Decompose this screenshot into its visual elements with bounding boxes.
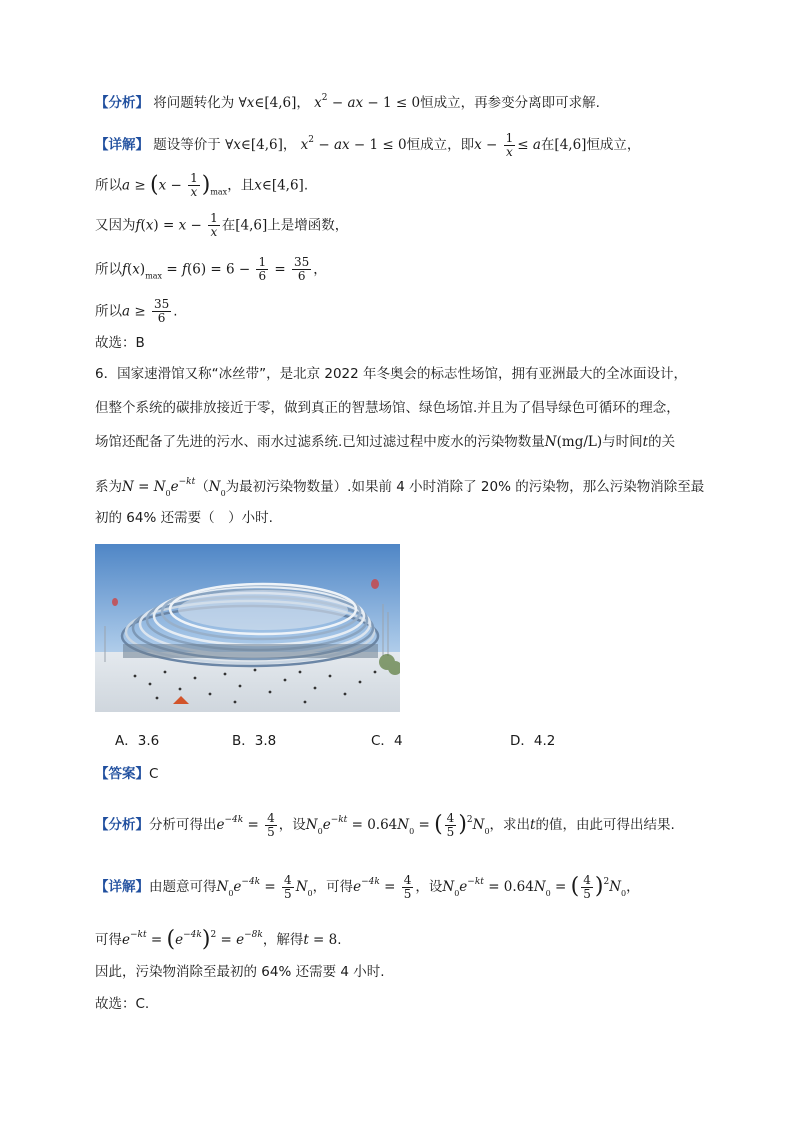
text: ，求出: [489, 817, 531, 833]
option-value: 3.8: [254, 733, 277, 749]
text: 所以: [95, 177, 122, 194]
q5-detail-line-2: 所以a ≥ (x − $\frac{1}{x}$ )$_{max}$，且x∈[4,6].: [95, 171, 309, 199]
text: ，可得: [312, 879, 354, 895]
text: （: [195, 479, 209, 495]
q6-stem-line-5: 初的 64% 还需要（ ）小时.: [95, 510, 273, 526]
text: 将问题转化为: [153, 95, 235, 111]
q5-answer: 故选：B: [95, 335, 145, 351]
q6-stem-line-1: 6．国家速滑馆又称“冰丝带”，是北京 2022 年冬奥会的标志性场馆，拥有亚洲最大的全冰面设计，: [95, 366, 688, 382]
q6-detail-conclusion: 因此，污染物消除至最初的 64% 还需要 4 小时.: [95, 964, 385, 980]
option-value: 4: [393, 733, 403, 749]
text: 上是增函数，: [267, 217, 349, 234]
text: ，设: [415, 879, 443, 895]
text: 题设等价于: [153, 137, 221, 153]
text: 系为: [95, 479, 122, 495]
q6-answer-line: [95, 764, 158, 784]
text: 恒成立，即: [406, 137, 475, 153]
text: 与时间: [602, 434, 643, 450]
answer-tag: 【答案】: [95, 766, 149, 782]
option-c[interactable]: [371, 731, 403, 751]
answer-value: C: [149, 766, 159, 782]
option-b[interactable]: [232, 731, 276, 751]
text: 可得: [95, 932, 122, 948]
option-d[interactable]: [510, 731, 555, 751]
q6-detail-line: 【详解】由题意可得$N_0e^{-4k}$ = $\frac{4}{5}$ $N_0$，可得$e^{-4k}$ = $\frac{4}{5}$ ，设$N_0e^{-kt} = 0.64N_0$ = ( $\frac{4}{5}$ )$^2N_0$，: [95, 872, 640, 901]
speed-skating-oval-photo: [95, 544, 400, 712]
q5-analysis-line: 【分析】 将问题转化为 ∀x∈[4,6]， $x^2$ − ax − 1 ≤ 0恒成立，再参变分离即可求解.: [95, 93, 600, 111]
text: 分析可得出: [149, 817, 217, 833]
text: 的关: [648, 434, 676, 450]
text: 恒成立，: [586, 137, 641, 153]
q5-detail-line-3: 又因为f(x) = x − $\frac{1}{x}$ 在[4,6]上是增函数，: [95, 211, 349, 239]
text: ，且: [227, 177, 255, 194]
detail-tag: 【详解】: [95, 137, 149, 153]
detail-tag: 【详解】: [95, 879, 149, 895]
option-value: 3.6: [137, 733, 160, 749]
text: ，解得: [262, 932, 304, 948]
unit: mg/L: [561, 434, 597, 450]
q6-final-answer: 故选：C.: [95, 996, 150, 1012]
q5-detail-line-4: 所以$f(x)_{max} = f(6) = 6$ − $\frac{1}{6}$ = $\frac{35}{6}$ ，: [95, 255, 327, 283]
text: ，设: [278, 817, 306, 833]
text: 的值，由此可得出结果.: [535, 817, 675, 833]
option-letter: A．: [115, 733, 138, 749]
text: 为最初污染物数量）.如果前 4 小时消除了 20% 的污染物，那么污染物消除至最: [225, 479, 705, 495]
q6-stem-line-4: 系为$N = N_0e^{-kt}(N_0$为最初污染物数量）.如果前 4 小时消除了 20% 的污染物，那么污染物消除至最: [95, 477, 705, 498]
option-value: 4.2: [533, 733, 556, 749]
text: 在: [540, 137, 555, 153]
q5-detail-line: 【详解】 题设等价于 ∀x∈[4,6]， $x^2$ − ax − 1 ≤ 0恒成立，即x − $\frac{1}{x}$ ≤ a在[4,6]恒成立，: [95, 130, 641, 159]
option-letter: D．: [510, 733, 534, 749]
text: 又因为: [95, 217, 136, 234]
option-a[interactable]: [115, 731, 159, 751]
q6-detail-line-2: 可得$e^{-kt} = (e^{-4k})^2 = e^{-8k}$，解得t = 8.: [95, 927, 342, 952]
text: 所以: [95, 261, 122, 278]
analysis-tag: 【分析】: [95, 95, 149, 111]
option-letter: B．: [232, 733, 255, 749]
q6-stem-line-2: 但整个系统的碳排放接近于零，做到真正的智慧场馆、绿色场馆.并且为了倡导绿色可循环的理念，: [95, 400, 680, 416]
q6-analysis-line: 【分析】分析可得出$e^{-4k}$ = $\frac{4}{5}$ ，设$N_0e^{-kt} = 0.64N_0$ = ( $\frac{4}{5}$ )$^2N_0$，求出t的值，由此可得出结果.: [95, 810, 675, 839]
q5-detail-line-5: 所以a ≥ $\frac{35}{6}$ .: [95, 297, 178, 325]
q6-stem-line-3: 场馆还配备了先进的污水、雨水过滤系统.已知过滤过程中废水的污染物数量N(mg/L)与时间t的关: [95, 434, 676, 450]
text: 由题意可得: [149, 879, 217, 895]
analysis-tag: 【分析】: [95, 817, 149, 833]
text: 所以: [95, 303, 122, 320]
option-letter: C．: [371, 733, 394, 749]
text: 场馆还配备了先进的污水、雨水过滤系统.已知过滤过程中废水的污染物数量: [95, 434, 545, 450]
text: 恒成立，再参变分离即可求解.: [420, 95, 600, 111]
